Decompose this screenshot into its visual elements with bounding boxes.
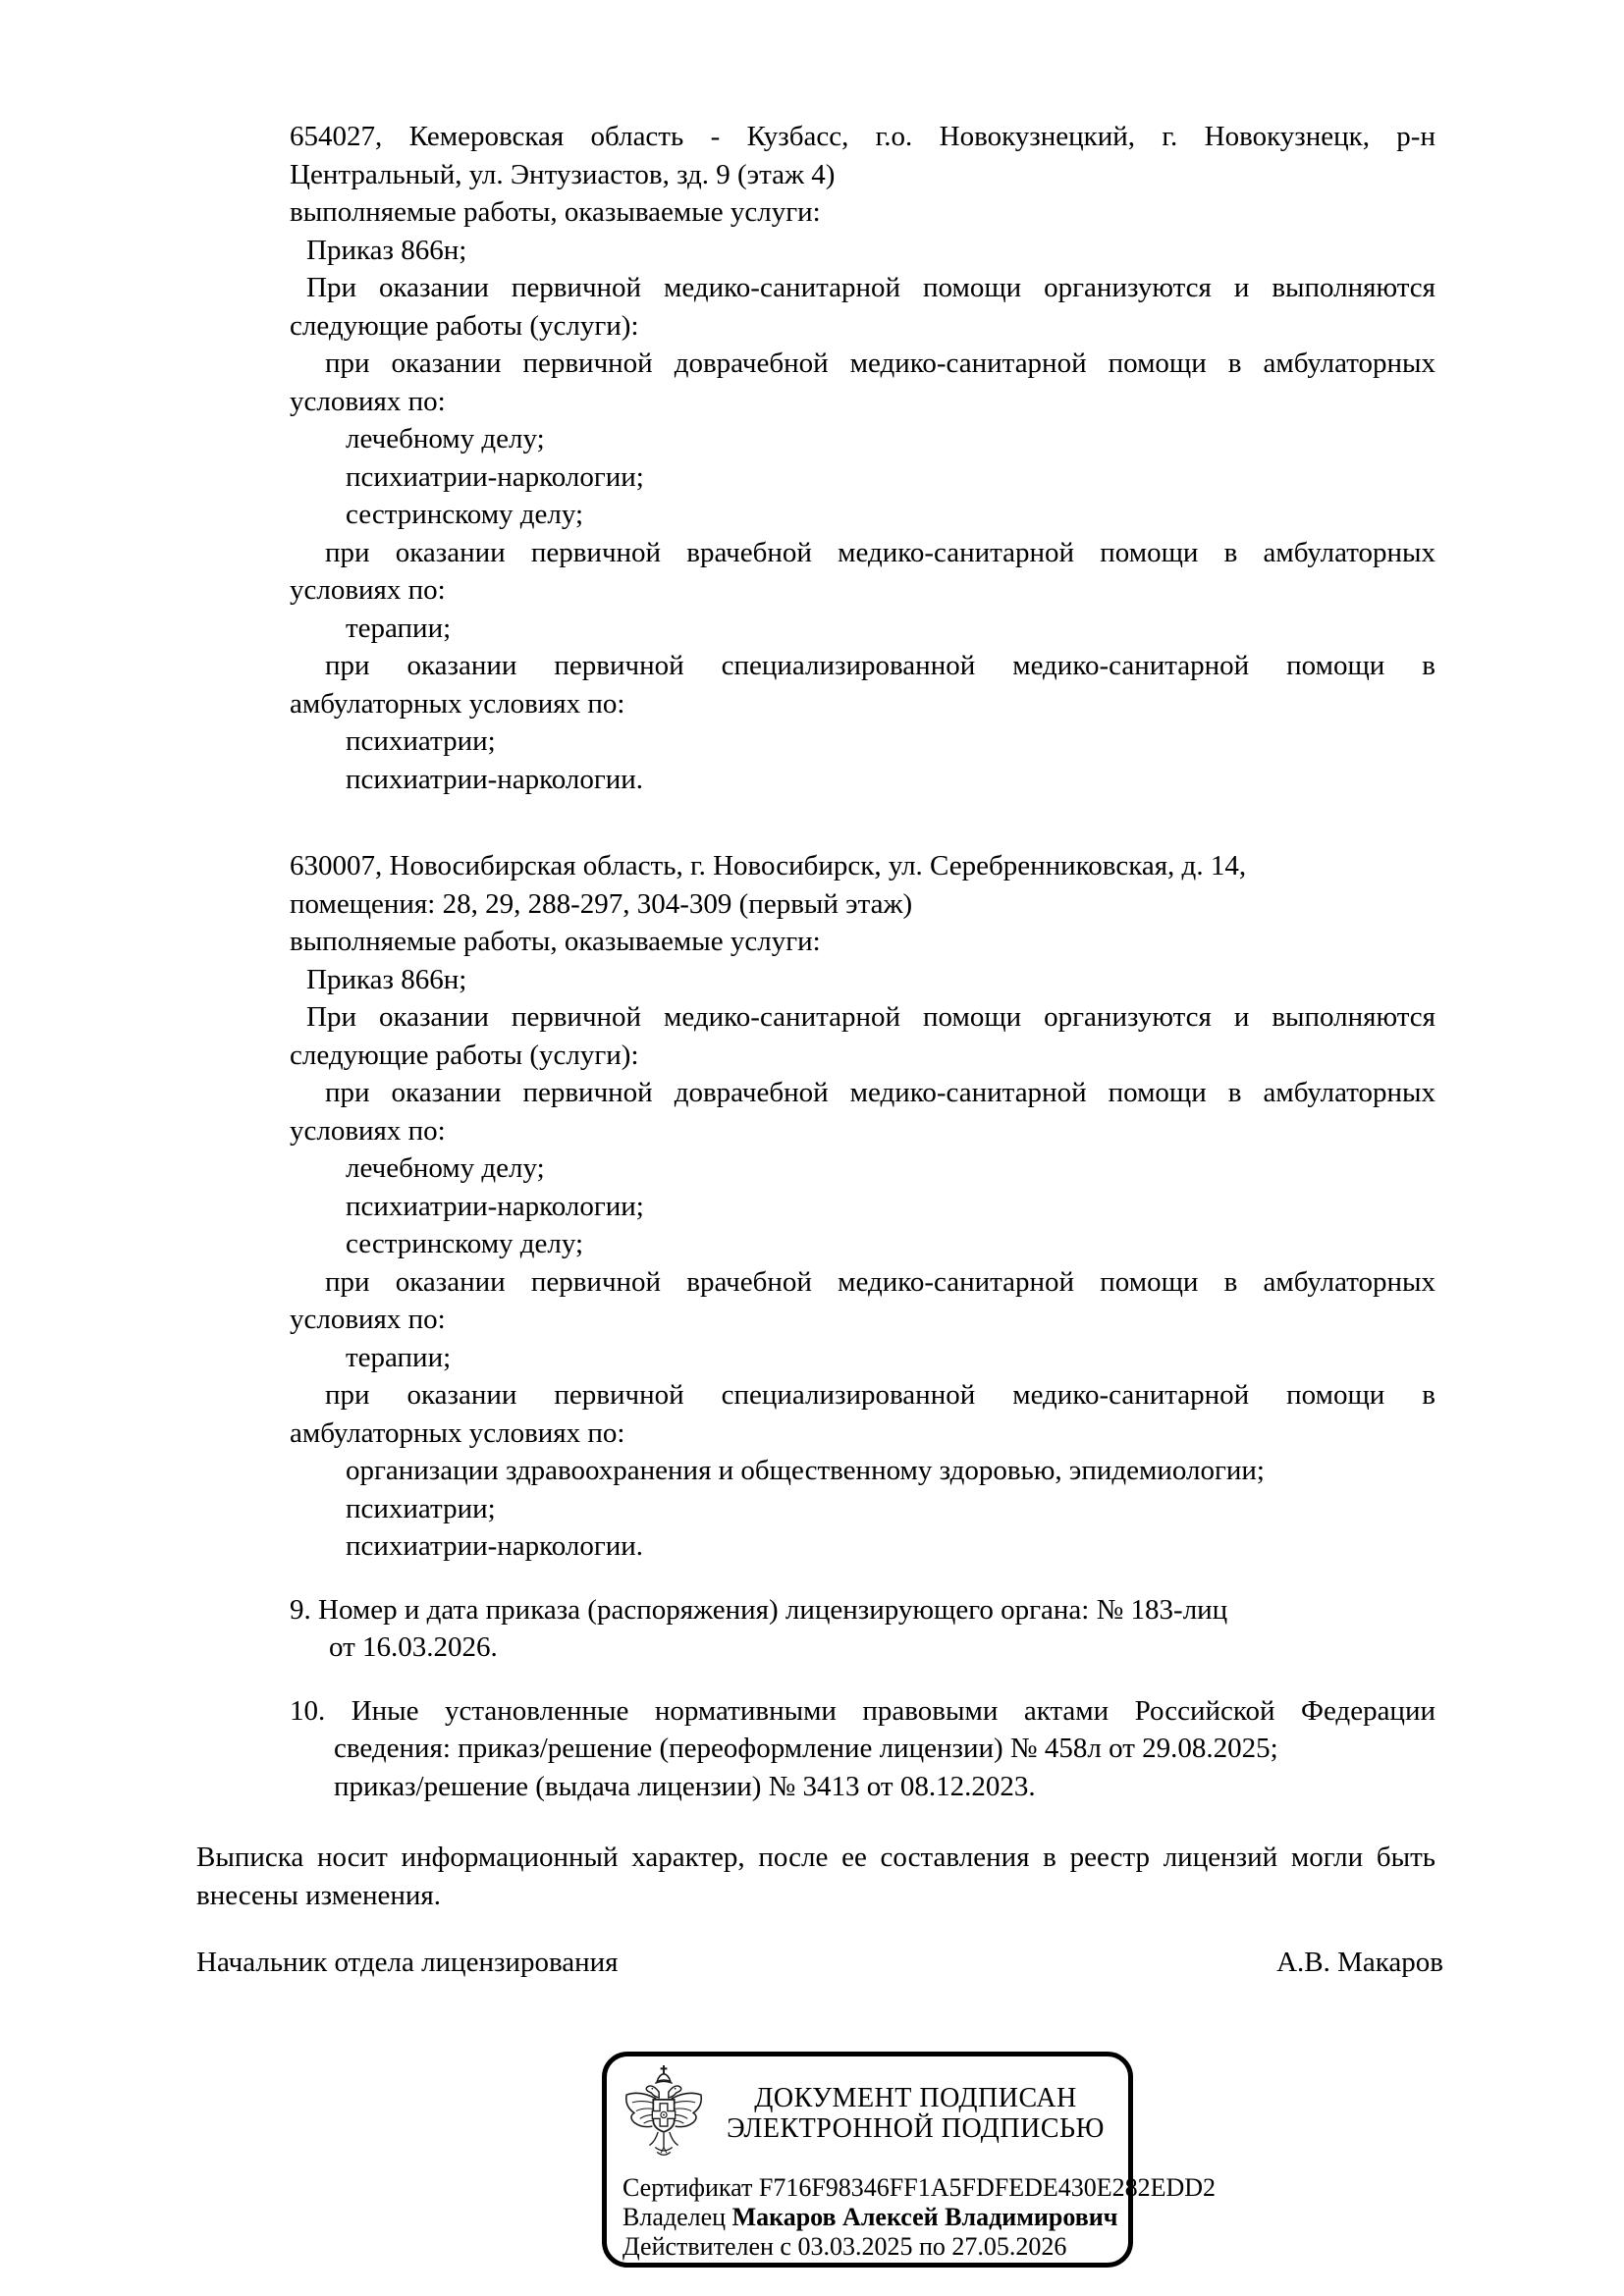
disclaimer-note [196,1839,1435,1914]
text-line: внесены изменения. [196,1879,441,1911]
text-line: 630007, Новосибирская область, г. Новосибирск, ул. Серебренниковская, д. 14, [290,850,1247,881]
double-headed-eagle-icon [621,2063,707,2163]
text-line: психиатрии; [346,1492,496,1524]
text-line: условиях по: [290,385,446,417]
text-line: при оказании первичной врачебной медико-санитарной помощи в амбулаторных [325,536,1435,568]
additional-info [290,1692,1435,1806]
location-2 [290,847,1435,1566]
text-line: следующие работы (услуги): [290,1039,639,1071]
owner-line: Владелец Макаров Алексей Владимирович [623,2203,1118,2231]
location-1 [290,118,1435,798]
text-line: сестринскому делу; [346,1228,584,1259]
signature-row [196,1944,1443,1982]
text-line: психиатрии-наркологии. [346,1530,644,1562]
text-line: амбулаторных условиях по: [290,1416,625,1449]
text-line: 9. Номер и дата приказа (распоряжения) лицензирующего органа: № 183-лиц [290,1593,1228,1626]
text-line: при оказании первичной специализированной медико-санитарной помощи в [325,650,1435,681]
owner-name: Макаров Алексей Владимирович [731,2203,1118,2231]
text-line: при оказании первичной доврачебной медико-санитарной помощи в амбулаторных [325,347,1435,379]
text-line: сестринскому делу; [346,499,584,530]
text-line: амбулаторных условиях по: [290,687,625,720]
text-line: следующие работы (услуги): [290,309,639,342]
text-line: условиях по: [290,1304,446,1335]
stamp-title-line2: ЭЛЕКТРОННОЙ ПОДПИСЬЮ [727,2113,1105,2144]
text-line: Центральный, ул. Энтузиастов, зд. 9 (этаж 4) [290,158,836,190]
document-body [196,118,1435,1914]
text-line: сведения: приказ/решение (переоформление лицензии) № 458л от 29.08.2025; [334,1733,1278,1764]
signatory-position: Начальник отдела лицензирования [196,1947,619,1978]
text-line: психиатрии-наркологии; [346,460,644,493]
text-line: выполняемые работы, оказываемые услуги: [290,926,821,957]
license-extract-page [196,0,1443,1982]
text-line: терапии; [346,1341,452,1373]
text-line: лечебному делу; [346,1152,545,1184]
text-line: Приказ 866н; [306,234,467,266]
text-line: При оказании первичной медико-санитарной помощи организуются и выполняются [306,272,1435,303]
text-line: при оказании первичной специализированной медико-санитарной помощи в [325,1379,1435,1411]
text-line: психиатрии-наркологии. [346,763,644,795]
text-line: Выписка носит информационный характер, после ее составления в реестр лицензий могли быть [196,1842,1435,1873]
text-line: Приказ 866н; [306,963,467,995]
text-line: при оказании первичной доврачебной медико-санитарной помощи в амбулаторных [325,1077,1435,1108]
stamp-header [617,2060,1118,2166]
text-line: условиях по: [290,1114,446,1147]
stamp-title [707,2083,1118,2144]
order-info [290,1591,1435,1667]
text-line: условиях по: [290,574,446,606]
text-line: приказ/решение (выдача лицензии) № 3413 от 08.12.2023. [334,1770,1036,1802]
stamp-title-line1: ДОКУМЕНТ ПОДПИСАН [754,2083,1077,2113]
signatory-name: А.В. Макаров [1276,1947,1443,1978]
text-line: 654027, Кемеровская область - Кузбасс, г.о. Новокузнецкий, г. Новокузнецк, р-н [290,121,1435,152]
text-line: выполняемые работы, оказываемые услуги: [290,196,821,228]
electronic-signature-stamp [602,2052,1217,2268]
text-line: помещения: 28, 29, 288-297, 304-309 (первый этаж) [290,887,913,920]
text-line: при оказании первичной врачебной медико-санитарной помощи в амбулаторных [325,1265,1435,1298]
text-line: психиатрии; [346,725,496,757]
validity-line: Действителен с 03.03.2025 по 27.05.2026 [623,2232,1067,2261]
text-line: организации здравоохранения и общественному здоровью, эпидемиологии; [346,1455,1265,1486]
text-line: лечебному делу; [346,423,545,454]
text-line: терапии; [346,612,452,644]
certificate-line: Сертификат F716F98346FF1A5FDFEDE430E282EDD2 [623,2173,1217,2202]
text-line: 10. Иные установленные нормативными правовыми актами Российской Федерации [290,1694,1435,1727]
stamp-info [617,2173,1217,2262]
certificate-value: F716F98346FF1A5FDFEDE430E282EDD2 [758,2173,1217,2202]
text-line: При оказании первичной медико-санитарной помощи организуются и выполняются [306,1001,1435,1033]
text-line: психиатрии-наркологии; [346,1190,644,1222]
text-line: от 16.03.2026. [329,1631,498,1663]
